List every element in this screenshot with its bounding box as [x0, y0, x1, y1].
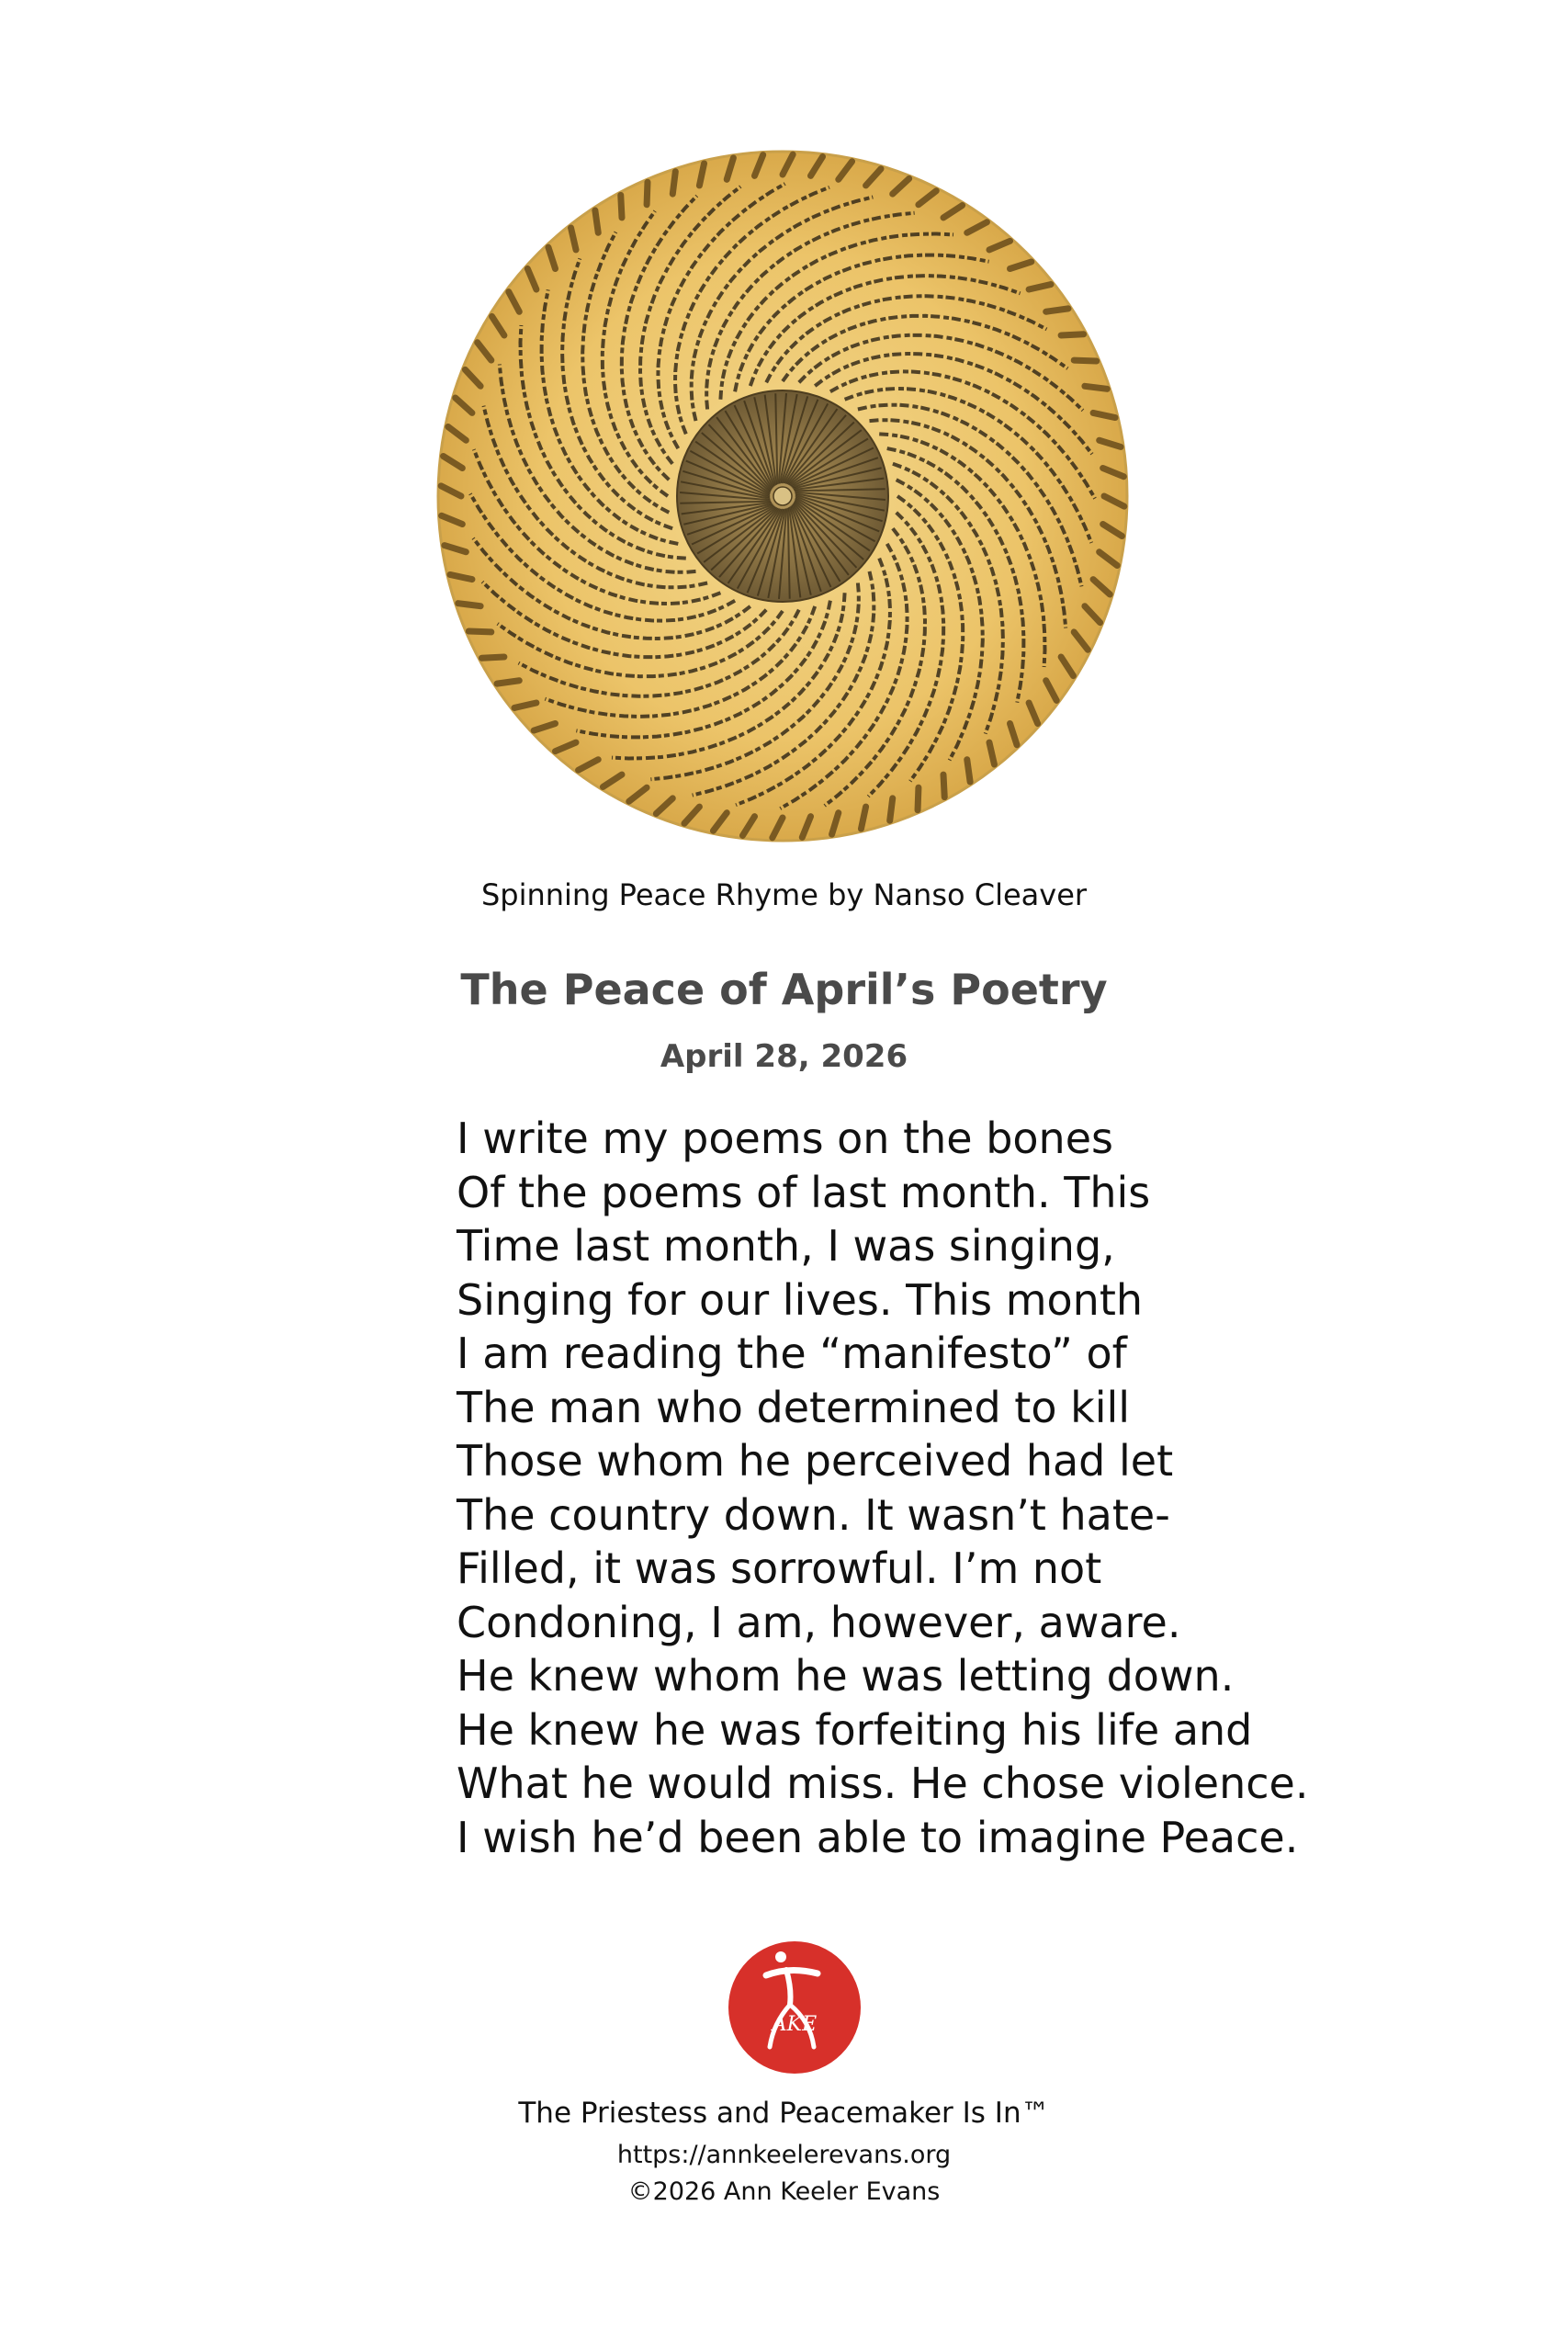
- logo-letters: AKE: [772, 2013, 818, 2036]
- rim-mark: [647, 182, 648, 205]
- logo-svg: [726, 1939, 863, 2076]
- poem: [457, 1112, 1467, 1864]
- rim-mark: [943, 775, 944, 797]
- ake-dancer-logo-icon: [726, 1939, 863, 2076]
- rim-mark: [918, 787, 919, 810]
- rim-mark: [1085, 386, 1107, 389]
- poem-line: Those whom he perceived had let: [457, 1436, 1174, 1486]
- poem-line: Time last month, I was singing,: [457, 1221, 1115, 1271]
- rim-mark: [497, 681, 519, 684]
- footer-tagline: The Priestess and Peacemaker Is In™: [518, 2097, 1050, 2130]
- page-date: April 28, 2026: [660, 1038, 908, 1075]
- rim-mark: [890, 798, 893, 820]
- poem-line: The country down. It wasn’t hate-: [457, 1489, 1170, 1540]
- poem-line: He knew he was forfeiting his life and: [457, 1704, 1253, 1755]
- rim-mark: [1074, 360, 1097, 361]
- poem-line: I write my poems on the bones: [457, 1114, 1113, 1163]
- poem-line: Condoning, I am, however, aware.: [457, 1597, 1181, 1647]
- artwork-caption: Spinning Peace Rhyme by Nanso Cleaver: [480, 877, 1088, 912]
- spinning-peace-rhyme-artwork: [434, 147, 1132, 845]
- poem-line: What he would miss. He chose violence.: [457, 1758, 1309, 1808]
- rim-mark: [595, 210, 598, 232]
- footer-copyright: ©2026 Ann Keeler Evans: [627, 2177, 941, 2206]
- poem-line: Of the poems of last month. This: [457, 1167, 1151, 1217]
- rim-mark: [621, 195, 622, 217]
- rim-mark: [672, 172, 675, 194]
- footer-url[interactable]: https://annkeelerevans.org: [616, 2141, 952, 2169]
- rim-mark: [481, 657, 503, 658]
- artwork-image: [434, 147, 1132, 845]
- poem-line: I am reading the “manifesto” of: [457, 1329, 1127, 1378]
- rim-mark: [1046, 309, 1068, 311]
- rim-mark: [1061, 334, 1083, 335]
- rim-mark: [458, 604, 480, 606]
- poem-line: I wish he’d been able to imagine Peace.: [457, 1812, 1299, 1862]
- poem-line: He knew whom he was letting down.: [457, 1651, 1235, 1701]
- poem-line: The man who determined to kill: [457, 1382, 1131, 1432]
- bowl-center-dot: [773, 487, 792, 505]
- poem-line: Filled, it was sorrowful. I’m not: [457, 1544, 1102, 1593]
- logo-dancer-head: [775, 1951, 786, 1962]
- rim-mark: [468, 631, 491, 632]
- rim-mark: [967, 760, 970, 782]
- page-title: The Peace of April’s Poetry: [460, 965, 1108, 1014]
- poem-line: Singing for our lives. This month: [457, 1274, 1144, 1325]
